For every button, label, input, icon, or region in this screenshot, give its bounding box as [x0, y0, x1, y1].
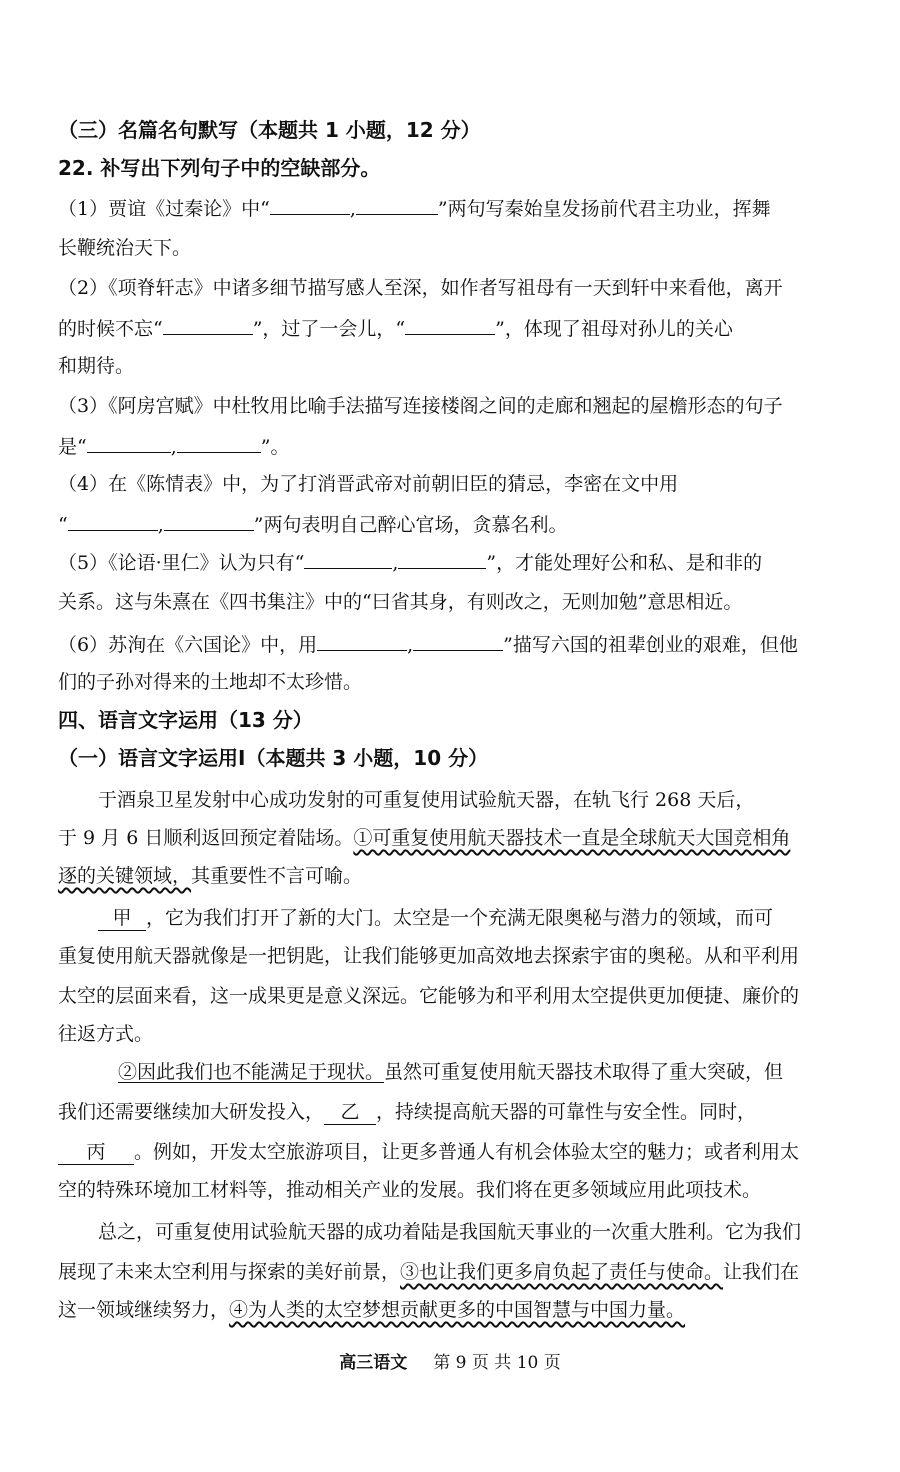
q6-line1: （6）苏洵在《六国论》中，用 , ”描写六国的祖辈创业的艰难，但他 [58, 634, 798, 656]
wavy-underlined-sentence-1: ①可重复使用航天器技术一直是全球航天大国竞相角 [353, 827, 791, 849]
section4-1-heading: （一）语言文字运用Ⅰ（本题共 3 小题，10 分） [58, 746, 489, 770]
answer-blank [413, 632, 503, 651]
q2-line3: 和期待。 [58, 355, 135, 377]
answer-blank [356, 196, 438, 215]
passage-p1-line3: 逐的关键领域，其重要性不言可喻。 [58, 865, 363, 887]
passage-p2-line1: 甲 ，它为我们打开了新的大门。太空是一个充满无限奥秘与潜力的领域，而可 [98, 906, 848, 931]
passage-p4-line2: 展现了未来太空利用与探索的美好前景，③也让我们更多肩负起了责任与使命。让我们在 [58, 1261, 800, 1283]
passage-p1-line1: 于酒泉卫星发射中心成功发射的可重复使用试验航天器，在轨飞行 268 天后， [98, 789, 755, 811]
passage-p2-line4: 往返方式。 [58, 1023, 154, 1045]
answer-blank [398, 550, 486, 569]
answer-blank [164, 512, 254, 531]
q1-line1: （1）贾谊《过秦论》中“ , ”两句写秦始皇发扬前代君主功业，挥舞 [58, 198, 771, 220]
q3-line1: （3）《阿房宫赋》中杜牧用比喻手法描写连接楼阁之间的走廊和翘起的屋檐形态的句子 [58, 395, 783, 417]
q3-line2: 是“ , ”。 [58, 436, 290, 458]
question-22-heading: 22. 补写出下列句子中的空缺部分。 [58, 156, 381, 180]
answer-blank [177, 434, 261, 453]
blank-jia: 甲 [98, 906, 146, 931]
passage-p3-line3: 丙 。例如，开发太空旅游项目，让更多普通人有机会体验太空的魅力；或者利用太 [58, 1140, 848, 1165]
wavy-underlined-sentence-4: ④为人类的太空梦想贡献更多的中国智慧与中国力量。 [229, 1299, 686, 1321]
footer-page-number: 第 9 页 共 10 页 [433, 1353, 561, 1373]
footer-subject: 高三语文 [339, 1353, 408, 1373]
q2-line1: （2）《项脊轩志》中诸多细节描写感人至深，如作者写祖母有一天到轩中来看他，离开 [58, 277, 783, 299]
passage-p3-line2: 我们还需要继续加大研发投入， 乙 ，持续提高航天器的可靠性与安全性。同时， [58, 1101, 757, 1123]
blank-yi: 乙 [324, 1100, 376, 1125]
passage-p2-line3: 太空的层面来看，这一成果更是意义深远。它能够为和平利用太空提供更加便捷、廉价的 [58, 985, 800, 1007]
q5-line2: 关系。这与朱熹在《四书集注》中的“曰省其身，有则改之，无则加勉”意思相近。 [58, 591, 743, 613]
passage-p4-line1: 总之，可重复使用试验航天器的成功着陆是我国航天事业的一次重大胜利。它为我们 [98, 1221, 802, 1243]
passage-p3-line1: ②因此我们也不能满足于现状。虽然可重复使用航天器技术取得了重大突破，但 [118, 1061, 784, 1083]
answer-blank [304, 550, 392, 569]
answer-blank [317, 632, 407, 651]
section3-heading: （三）名篇名句默写（本题共 1 小题，12 分） [58, 118, 481, 142]
answer-blank [163, 316, 253, 335]
page-footer [0, 1348, 900, 1373]
answer-blank [270, 196, 350, 215]
passage-p1-line2: 于 9 月 6 日顺利返回预定着陆场。①可重复使用航天器技术一直是全球航天大国竞相角 [58, 827, 791, 849]
q2-line2: 的时候不忘“ ”，过了一会儿，“ ”，体现了祖母对孙儿的关心 [58, 318, 733, 340]
section4-heading: 四、语言文字运用（13 分） [58, 708, 313, 732]
wavy-underlined-sentence-1-cont: 逐的关键领域， [58, 865, 192, 887]
blank-bing: 丙 [58, 1140, 134, 1165]
underlined-sentence-2: ②因此我们也不能满足于现状。 [118, 1061, 385, 1083]
q5-line1: （5）《论语·里仁》认为只有“ , ”，才能处理好公和私、是和非的 [58, 552, 763, 574]
q4-line2: “ , ”两句表明自己醉心官场，贪慕名利。 [58, 514, 568, 536]
q1-line2: 长鞭统治天下。 [58, 237, 192, 259]
q6-line2: 们的子孙对得来的土地却不太珍惜。 [58, 671, 363, 693]
wavy-underlined-sentence-3: ③也让我们更多肩负起了责任与使命。 [400, 1261, 724, 1283]
answer-blank [87, 434, 171, 453]
q4-line1: （4）在《陈情表》中，为了打消晋武帝对前朝旧臣的猜忌，李密在文中用 [58, 473, 679, 495]
answer-blank [68, 512, 158, 531]
passage-p2-line2: 重复使用航天器就像是一把钥匙，让我们能够更加高效地去探索宇宙的奥秘。从和平利用 [58, 945, 800, 967]
passage-p3-line4: 空的特殊环境加工材料等，推动相关产业的发展。我们将在更多领域应用此项技术。 [58, 1179, 762, 1201]
passage-p4-line3: 这一领域继续努力，④为人类的太空梦想贡献更多的中国智慧与中国力量。 [58, 1299, 686, 1321]
answer-blank [405, 316, 495, 335]
